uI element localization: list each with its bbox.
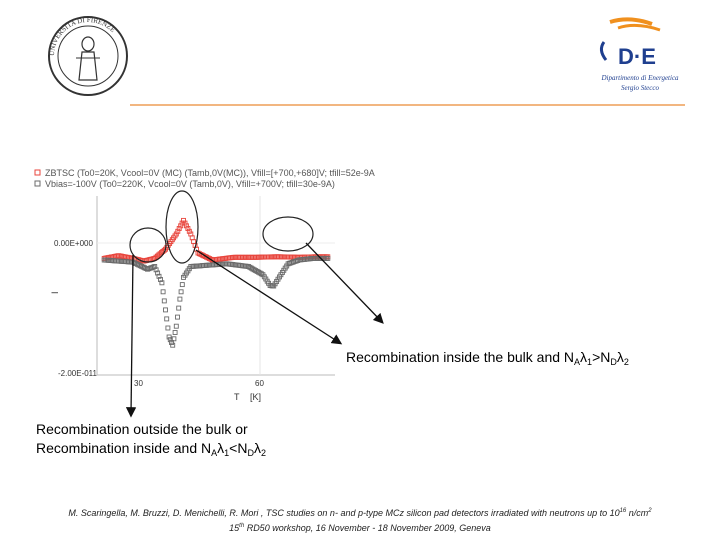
- arrow-to-outside: [131, 255, 133, 415]
- series-1-point: [275, 255, 279, 259]
- series-2-point: [167, 335, 171, 339]
- series-1-point: [254, 255, 258, 259]
- series-2-point: [179, 290, 183, 294]
- callout-outside-line1: Recombination outside the bulk or: [36, 421, 248, 437]
- series-1-point: [251, 255, 255, 259]
- series-1-point: [244, 255, 248, 259]
- arrow-to-bulk-1: [196, 250, 340, 343]
- callout-outside-sub-d: D: [247, 448, 254, 458]
- callout-bulk-gt: >N: [592, 349, 611, 365]
- citation-sup-exp: 2: [648, 508, 652, 514]
- callout-outside-recombination: [36, 420, 266, 463]
- de-logo-mark: D·E: [618, 44, 656, 69]
- series-1-point: [255, 255, 259, 259]
- callout-bulk-sub-d: D: [610, 357, 617, 367]
- highlight-ellipse-2: [166, 191, 198, 263]
- series-2-point: [165, 317, 169, 321]
- callout-outside-line2: [36, 439, 266, 463]
- callout-bulk-sub-2: 2: [623, 357, 629, 367]
- series-1-point: [180, 221, 184, 225]
- series-1-point: [252, 255, 256, 259]
- series-1-point: [247, 255, 251, 259]
- series-1-point: [179, 224, 183, 228]
- series-1-point: [270, 255, 274, 259]
- legend-entry-2: Vbias=-100V (To0=220K, Vcool=0V (Tamb,0V), Vfill=+700V; tfill=30e-9A): [45, 179, 335, 189]
- series-1-point: [288, 255, 292, 259]
- series-1-point: [271, 255, 275, 259]
- series-2-point: [162, 299, 166, 303]
- series-1-point: [176, 229, 180, 233]
- series-1-point: [291, 255, 295, 259]
- callout-bulk-sub-a: A: [574, 357, 581, 367]
- series-1-point: [184, 224, 188, 228]
- series-1-point: [265, 255, 269, 259]
- series-1-point: [186, 227, 190, 231]
- highlight-ellipse-3: [263, 217, 313, 251]
- highlight-ellipse-1: [130, 228, 166, 262]
- series-1-point: [278, 255, 282, 259]
- de-logo-line2: Sergio Stecco: [620, 84, 660, 92]
- callout-outside-text: Recombination inside and N: [36, 440, 212, 456]
- series-1-point: [261, 255, 265, 259]
- series-2-point: [180, 283, 184, 287]
- callout-outside-lambda-2: λ: [253, 440, 261, 456]
- callout-outside-sub-a: A: [211, 448, 218, 458]
- series-1-point: [249, 255, 253, 259]
- callout-bulk-lambda-2: λ: [616, 349, 624, 365]
- series-2-point: [173, 331, 177, 335]
- arrow-to-bulk-2: [306, 243, 382, 322]
- series-1-point: [268, 255, 272, 259]
- series-2-point: [174, 324, 178, 328]
- y-tick-label-0: 0.00E+000: [54, 239, 93, 248]
- callout-outside-sub-2: 2: [260, 448, 266, 458]
- citation-sup-fluence: 16: [619, 508, 627, 514]
- callout-outside-lt: <N: [229, 440, 248, 456]
- series-1-point: [183, 221, 187, 225]
- series-1-point: [241, 255, 245, 259]
- series-1-point: [284, 255, 288, 259]
- citation-authors: M. Scaringella, M. Bruzzi, D. Menichelli, R. Mori , TSC studies on n- and p-type MCz silicon pad detectors irradiated with neutrons up to 10: [68, 508, 620, 518]
- citation-ordinal: th: [239, 523, 245, 529]
- x-tick-label-30: 30: [134, 379, 143, 388]
- series-2-point: [177, 306, 181, 310]
- x-axis-label: T: [234, 392, 240, 402]
- series-1-point: [281, 255, 285, 259]
- series-1-point: [235, 255, 239, 259]
- citation-line2: [0, 520, 720, 535]
- seal-text: UNIVERSITA DI FIRENZE: [47, 15, 117, 57]
- series-1-point: [187, 229, 191, 233]
- series-2-point: [176, 315, 180, 319]
- series-1-point: [238, 255, 242, 259]
- series-2-point: [171, 343, 175, 347]
- series-2-point: [178, 297, 182, 301]
- citation-number: 15: [229, 523, 240, 533]
- series-1-point: [280, 255, 284, 259]
- callout-bulk-recombination: [346, 349, 629, 367]
- series-1-point: [182, 218, 186, 222]
- series-1-point: [272, 255, 276, 259]
- y-axis-label: I: [50, 291, 60, 294]
- series-1-point: [245, 255, 249, 259]
- series-1-point: [277, 255, 281, 259]
- series-1-point: [264, 255, 268, 259]
- x-tick-label-60: 60: [255, 379, 264, 388]
- series-1-point: [236, 255, 240, 259]
- x-axis-unit: [K]: [250, 392, 262, 402]
- series-1-point: [239, 255, 243, 259]
- y-tick-label-1: -2.00E-011: [58, 369, 97, 378]
- citation-event: RD50 workshop, 16 November - 18 November 2009, Geneva: [244, 523, 491, 533]
- series-1-point: [285, 255, 289, 259]
- series-1-point: [242, 255, 246, 259]
- legend-entry-1: ZBTSC (To0=20K, Vcool=0V (MC) (Tamb,0V(MC)), Vfill=[+700,+680]V; tfill=52e-9A: [45, 168, 375, 178]
- series-1-point: [267, 255, 271, 259]
- series-1-point: [262, 255, 266, 259]
- series-1-point: [290, 255, 294, 259]
- citation-footer: [0, 505, 720, 535]
- callout-bulk-text: Recombination inside the bulk and N: [346, 349, 575, 365]
- callout-bulk-sub-1: 1: [587, 357, 593, 367]
- citation-line1: [0, 505, 720, 520]
- series-1-point: [177, 227, 181, 231]
- series-2-point: [164, 308, 168, 312]
- series-1-point: [248, 255, 252, 259]
- series-1-point: [287, 255, 291, 259]
- series-2-point: [161, 290, 165, 294]
- callout-outside-lambda-1: λ: [217, 440, 225, 456]
- series-layer: [102, 218, 330, 347]
- series-1-point: [283, 255, 287, 259]
- series-2-point: [166, 326, 170, 330]
- citation-unit: n/cm: [626, 508, 649, 518]
- callout-outside-sub-1: 1: [224, 448, 230, 458]
- series-1-point: [274, 255, 278, 259]
- callout-bulk-lambda-1: λ: [580, 349, 588, 365]
- de-logo-line1: Dipartimento di Energetica: [601, 74, 679, 82]
